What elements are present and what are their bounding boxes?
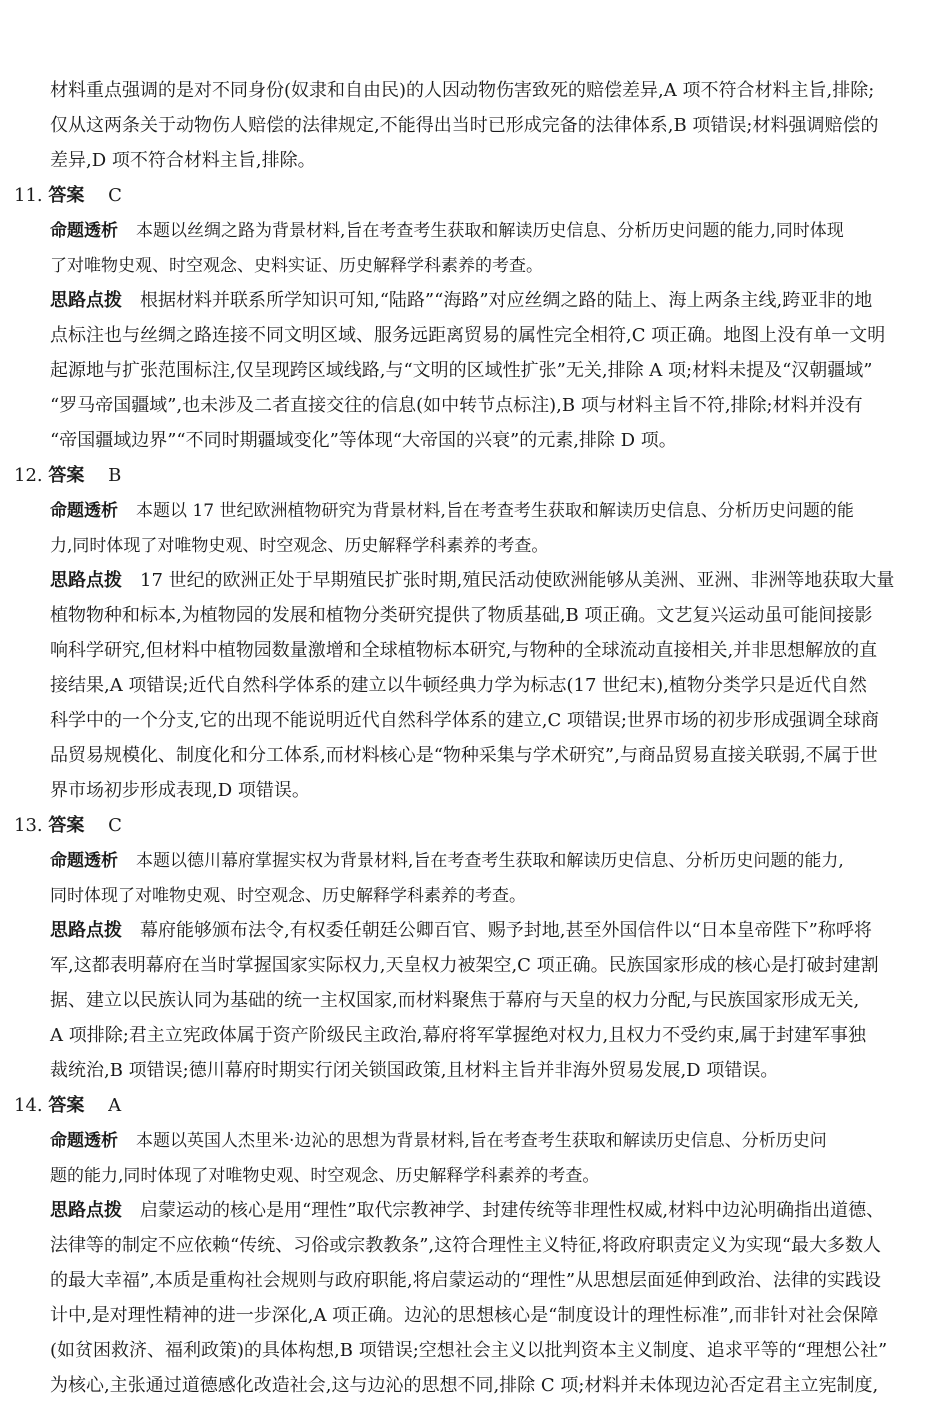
- question-number: 14.: [14, 1095, 43, 1116]
- intent-text: 本题以丝绸之路为背景材料,旨在考查考生获取和解读历史信息、分析历史问题的能力,同时体现: [136, 221, 844, 241]
- question-11-answer-row: [14, 183, 122, 209]
- intent-label: 命题透析: [50, 501, 118, 521]
- hint-label: 思路点拨: [50, 1200, 122, 1221]
- question-12-intent-line: [50, 498, 854, 524]
- hint-text: 17 世纪的欧洲正处于早期殖民扩张时期,殖民活动使欧洲能够从美洲、亚洲、非洲等地获取大量: [140, 570, 895, 591]
- intro-line: 差异,D 项不符合材料主旨,排除。: [50, 150, 316, 171]
- answer-label: 答案: [48, 1095, 85, 1116]
- hint-label: 思路点拨: [50, 920, 122, 941]
- answer-value: A: [108, 1095, 122, 1116]
- question-14-hint-line: 计中,是对理性精神的进一步深化,A 项正确。边沁的思想核心是“制度设计的理性标准”,而非针对社会保障: [50, 1305, 879, 1326]
- intent-text: 本题以 17 世纪欧洲植物研究为背景材料,旨在考查考生获取和解读历史信息、分析历史问题的能: [136, 501, 854, 521]
- intent-text: 本题以英国人杰里米·边沁的思想为背景材料,旨在考查考生获取和解读历史信息、分析历史问: [136, 1131, 827, 1151]
- answer-label: 答案: [48, 815, 85, 836]
- hint-text: 幕府能够颁布法令,有权委任朝廷公卿百官、赐予封地,甚至外国信件以“日本皇帝陛下”称呼将: [140, 920, 872, 941]
- question-13-hint-line: 军,这都表明幕府在当时掌握国家实际权力,天皇权力被架空,C 项正确。民族国家形成的核心是打破封建割: [50, 955, 879, 976]
- intent-label: 命题透析: [50, 851, 118, 871]
- question-13-hint-line: A 项排除;君主立宪政体属于资产阶级民主政治,幕府将军掌握绝对权力,且权力不受约束,属于封建军事独: [50, 1025, 866, 1046]
- question-12-hint-line: 科学中的一个分支,它的出现不能说明近代自然科学体系的建立,C 项错误;世界市场的初步形成强调全球商: [50, 710, 879, 731]
- question-14-intent-line: [50, 1128, 827, 1154]
- question-12-hint-line: 界市场初步形成表现,D 项错误。: [50, 780, 310, 801]
- question-13-hint-line: 据、建立以民族认同为基础的统一主权国家,而材料聚焦于幕府与天皇的权力分配,与民族国家形成无关,: [50, 990, 860, 1011]
- hint-text: 启蒙运动的核心是用“理性”取代宗教神学、封建传统等非理性权威,材料中边沁明确指出道德、: [140, 1200, 885, 1221]
- question-13-intent-line: 同时体现了对唯物史观、时空观念、历史解释学科素养的考查。: [50, 886, 526, 906]
- question-11-hint-line: “罗马帝国疆域”,也未涉及二者直接交往的信息(如中转节点标注),B 项与材料主旨不符,排除;材料并没有: [50, 395, 863, 416]
- answer-value: C: [108, 185, 122, 206]
- answer-label: 答案: [48, 185, 85, 206]
- answer-label: 答案: [48, 465, 85, 486]
- question-14-hint-line: 为核心,主张通过道德感化改造社会,这与边沁的思想不同,排除 C 项;材料并未体现边沁否定君主立宪制度,: [50, 1375, 879, 1396]
- question-number: 13.: [14, 815, 43, 836]
- answer-value: B: [108, 465, 122, 486]
- question-14-hint-line: 的最大幸福”,本质是重构社会规则与政府职能,将启蒙运动的“理性”从思想层面延伸到政治、法律的实践设: [50, 1270, 882, 1291]
- question-11-hint-line: [50, 288, 872, 314]
- hint-text: 根据材料并联系所学知识可知,“陆路”“海路”对应丝绸之路的陆上、海上两条主线,跨亚非的地: [140, 290, 873, 311]
- question-14-answer-row: [14, 1093, 121, 1119]
- question-12-hint-line: [50, 568, 894, 594]
- question-12-intent-line: 力,同时体现了对唯物史观、时空观念、历史解释学科素养的考查。: [50, 536, 549, 556]
- intent-label: 命题透析: [50, 1131, 118, 1151]
- question-13-intent-line: [50, 848, 844, 874]
- intro-line: 仅从这两条关于动物伤人赔偿的法律规定,不能得出当时已形成完备的法律体系,B 项错误;材料强调赔偿的: [50, 115, 879, 136]
- intent-text: 本题以德川幕府掌握实权为背景材料,旨在考查考生获取和解读历史信息、分析历史问题的能力,: [136, 851, 844, 871]
- question-14-hint-line: 法律等的制定不应依赖“传统、习俗或宗教教条”,这符合理性主义特征,将政府职责定义为实现“最大多数人: [50, 1235, 882, 1256]
- answer-value: C: [108, 815, 122, 836]
- question-13-hint-line: 裁统治,B 项错误;德川幕府时期实行闭关锁国政策,且材料主旨并非海外贸易发展,D 项错误。: [50, 1060, 779, 1081]
- question-11-intent-line: 了对唯物史观、时空观念、史料实证、历史解释学科素养的考查。: [50, 256, 543, 276]
- hint-label: 思路点拨: [50, 290, 122, 311]
- question-12-hint-line: 响科学研究,但材料中植物园数量激增和全球植物标本研究,与物种的全球流动直接相关,并非思想解放的直: [50, 640, 878, 661]
- question-12-hint-line: 植物物种和标本,为植物园的发展和植物分类研究提供了物质基础,B 项正确。文艺复兴运动虽可能间接影: [50, 605, 873, 626]
- question-11-intent-line: [50, 218, 844, 244]
- question-12-hint-line: 接结果,A 项错误;近代自然科学体系的建立以牛顿经典力学为标志(17 世纪末),植物分类学只是近代自然: [50, 675, 867, 696]
- question-14-intent-line: 题的能力,同时体现了对唯物史观、时空观念、历史解释学科素养的考查。: [50, 1166, 600, 1186]
- question-11-hint-line: 点标注也与丝绸之路连接不同文明区域、服务远距离贸易的属性完全相符,C 项正确。地图上没有单一文明: [50, 325, 886, 346]
- intro-line: 材料重点强调的是对不同身份(奴隶和自由民)的人因动物伤害致死的赔偿差异,A 项不符合材料主旨,排除;: [50, 80, 875, 101]
- intent-label: 命题透析: [50, 221, 118, 241]
- question-13-answer-row: [14, 813, 122, 839]
- question-number: 11.: [14, 185, 43, 206]
- question-14-hint-line: [50, 1198, 884, 1224]
- question-11-hint-line: 起源地与扩张范围标注,仅呈现跨区域线路,与“文明的区域性扩张”无关,排除 A 项;材料未提及“汉朝疆域”: [50, 360, 873, 381]
- question-14-hint-line: (如贫困救济、福利政策)的具体构想,B 项错误;空想社会主义以批判资本主义制度、追求平等的“理想公社”: [50, 1340, 888, 1361]
- question-12-answer-row: [14, 463, 121, 489]
- question-12-hint-line: 品贸易规模化、制度化和分工体系,而材料核心是“物种采集与学术研究”,与商品贸易直接关联弱,不属于世: [50, 745, 878, 766]
- question-11-hint-line: “帝国疆域边界”“不同时期疆域变化”等体现“大帝国的兴衰”的元素,排除 D 项。: [50, 430, 677, 451]
- hint-label: 思路点拨: [50, 570, 122, 591]
- question-13-hint-line: [50, 918, 872, 944]
- question-number: 12.: [14, 465, 43, 486]
